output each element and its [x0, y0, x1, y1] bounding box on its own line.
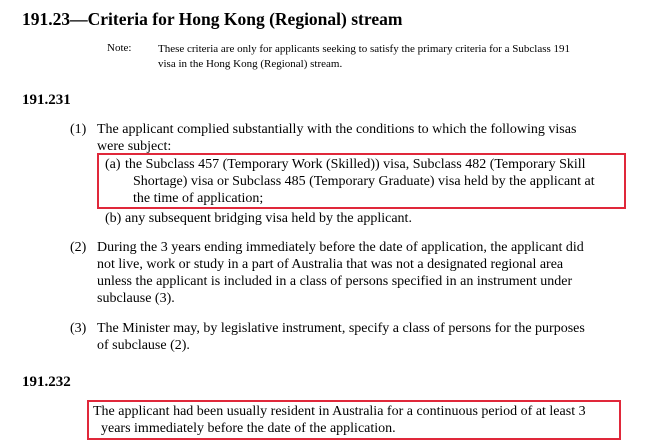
clause-3-line-2: of subclause (2).: [97, 338, 190, 353]
clause-1-line-2: were subject:: [97, 139, 172, 154]
section-191-232-line-2: years immediately before the date of the application.: [101, 421, 396, 436]
subclause-a-line-2: Shortage) visa or Subclass 485 (Temporary Graduate) visa held by the applicant at: [133, 174, 595, 189]
clause-2-line-2: not live, work or study in a part of Australia that was not a designated regional area: [97, 257, 564, 272]
subclause-b-line-1: any subsequent bridging visa held by the applicant.: [125, 211, 412, 226]
section-heading: 191.23—Criteria for Hong Kong (Regional) stream: [22, 9, 403, 29]
clause-2-line-1: During the 3 years ending immediately before the date of application, the applicant did: [97, 240, 584, 255]
section-191-232-line-1: The applicant had been usually resident in Australia for a continuous period of at least 3: [93, 404, 586, 419]
section-number-191-231: 191.231: [22, 92, 71, 108]
note-line-2: visa in the Hong Kong (Regional) stream.: [158, 58, 343, 70]
clause-3-line-1: The Minister may, by legislative instrument, specify a class of persons for the purposes: [97, 321, 585, 336]
subclause-a-label: (a): [105, 157, 121, 172]
clause-3-label: (3): [70, 321, 87, 336]
subclause-a-line-1: the Subclass 457 (Temporary Work (Skilled)) visa, Subclass 482 (Temporary Skill: [125, 157, 586, 172]
clause-2-label: (2): [70, 240, 87, 255]
note-label: Note:: [107, 42, 132, 54]
clause-1-line-1: The applicant complied substantially with the conditions to which the following visas: [97, 122, 577, 137]
note-line-1: These criteria are only for applicants seeking to satisfy the primary criteria for a Subclass 191: [158, 43, 571, 55]
clause-2-line-3: unless the applicant is included in a class of persons specified in an instrument under: [97, 274, 573, 289]
clause-1-label: (1): [70, 122, 87, 137]
subclause-b-label: (b): [105, 211, 122, 226]
section-number-191-232: 191.232: [22, 374, 71, 390]
subclause-a-line-3: the time of application;: [133, 191, 264, 206]
clause-2-line-4: subclause (3).: [97, 291, 175, 306]
